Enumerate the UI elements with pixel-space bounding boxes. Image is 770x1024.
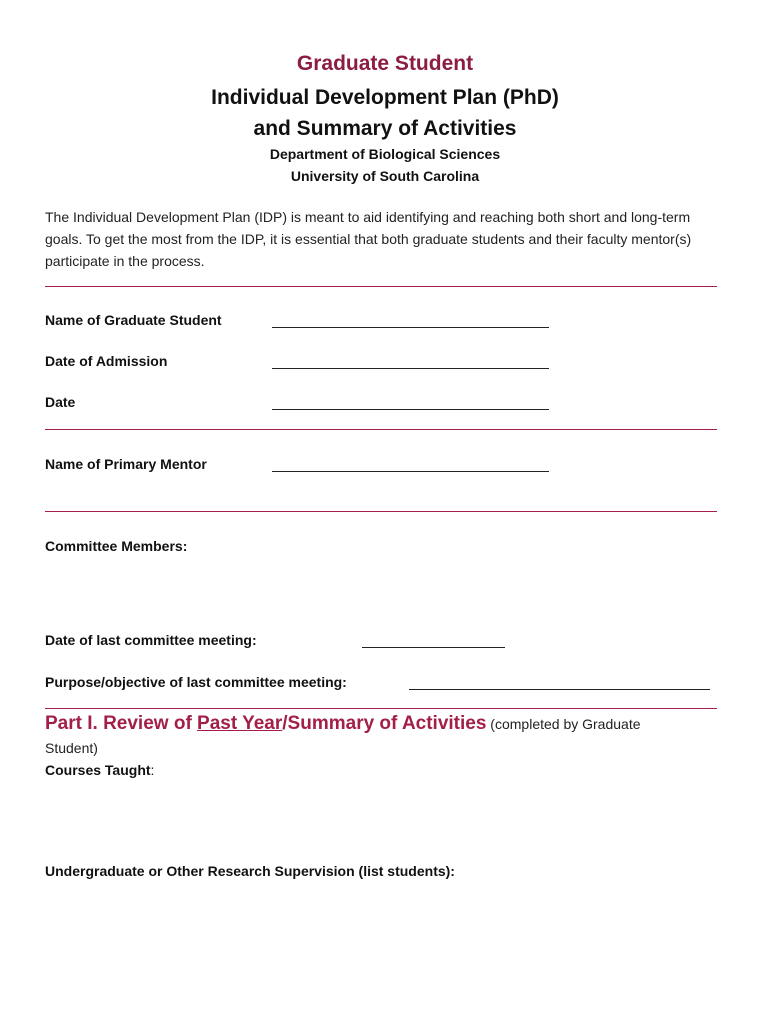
research-supervision-label: Undergraduate or Other Research Supervision (list students): bbox=[45, 863, 455, 879]
student-name-field[interactable] bbox=[272, 327, 549, 328]
date-field[interactable] bbox=[272, 409, 549, 410]
courses-taught-label: Courses Taught bbox=[45, 762, 151, 778]
section-divider bbox=[45, 429, 717, 430]
part1-heading-suffix: /Summary of Activities bbox=[282, 713, 487, 734]
university-name: University of South Carolina bbox=[290, 168, 480, 184]
form-title: Graduate Student bbox=[296, 52, 474, 75]
admission-date-field[interactable] bbox=[272, 368, 549, 369]
primary-mentor-label: Name of Primary Mentor bbox=[45, 456, 207, 472]
date-label: Date bbox=[45, 394, 76, 410]
section-divider bbox=[45, 708, 717, 709]
admission-date-label: Date of Admission bbox=[45, 353, 168, 369]
courses-taught-heading bbox=[45, 762, 154, 778]
intro-paragraph: The Individual Development Plan (IDP) is meant to aid identifying and reaching both short and long-term goals. To get the most from the IDP, it is essential that both graduate students and their faculty mentor(s) participate in the process. bbox=[45, 209, 692, 269]
courses-taught-colon: : bbox=[150, 762, 155, 778]
section-divider bbox=[45, 511, 717, 512]
section-divider bbox=[45, 286, 717, 287]
last-meeting-date-field[interactable] bbox=[362, 647, 505, 648]
form-subtitle-line1: Individual Development Plan (PhD) bbox=[211, 86, 559, 109]
part1-note-end: Student) bbox=[45, 740, 98, 756]
part1-heading-underlined: Past Year bbox=[197, 713, 283, 734]
committee-members-label: Committee Members: bbox=[45, 538, 188, 554]
last-meeting-purpose-label: Purpose/objective of last committee meeting: bbox=[45, 674, 347, 690]
part1-heading-prefix: Part I. Review of bbox=[45, 713, 198, 734]
last-meeting-purpose-field[interactable] bbox=[409, 689, 710, 690]
last-meeting-date-label: Date of last committee meeting: bbox=[45, 632, 257, 648]
student-name-label: Name of Graduate Student bbox=[45, 312, 222, 328]
primary-mentor-field[interactable] bbox=[272, 471, 549, 472]
form-subtitle-line2: and Summary of Activities bbox=[253, 117, 517, 140]
part1-heading bbox=[45, 712, 725, 737]
department-name: Department of Biological Sciences bbox=[269, 146, 501, 162]
part1-note-start: (completed by Graduate bbox=[486, 716, 641, 732]
